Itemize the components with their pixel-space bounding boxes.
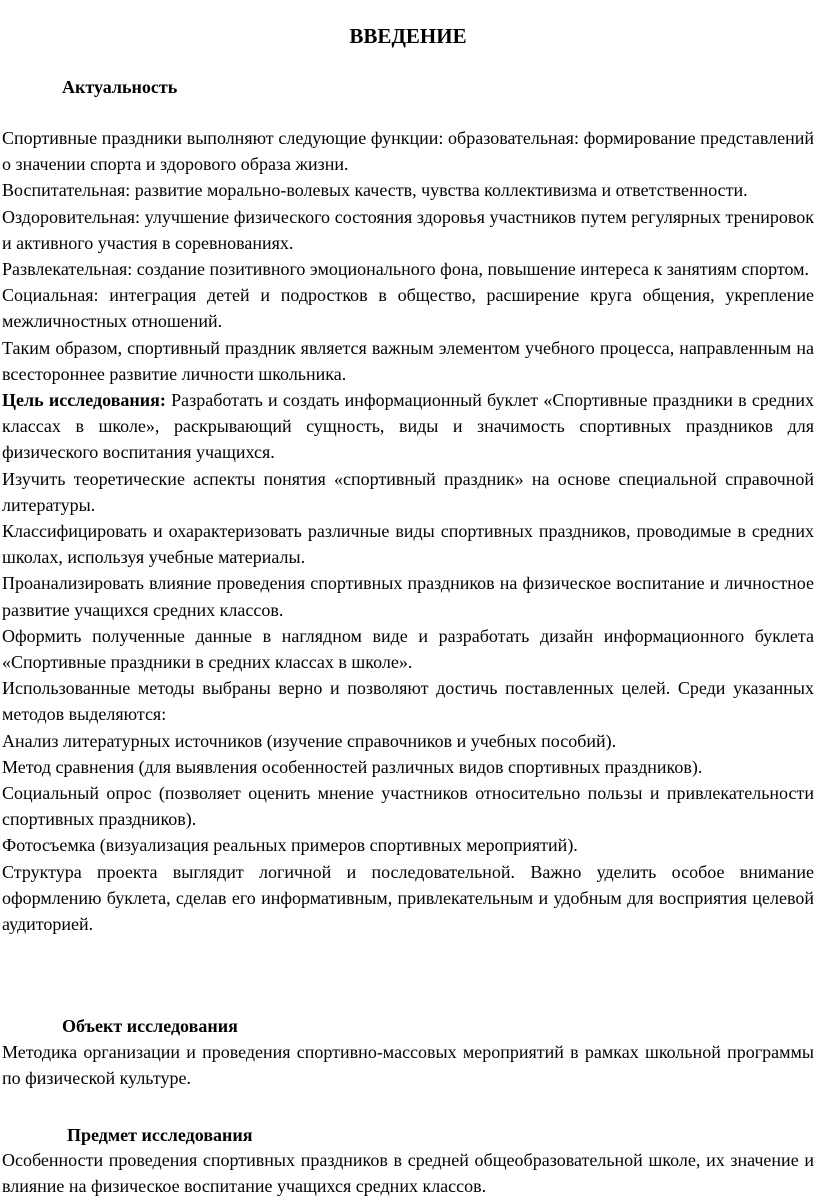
paragraph: Социальная: интеграция детей и подростков в общество, расширение круга общения, укрепление межличностных отношений. (2, 285, 814, 332)
paragraph: Структура проекта выглядит логичной и последовательной. Важно уделить особое внимание оформлению буклета, сделав его информативным, привлекательным и удобным для восприятия целевой аудиторией. (2, 861, 814, 935)
heading-relevance: Актуальность (62, 77, 178, 97)
paragraph: Воспитательная: развитие морально-волевых качеств, чувства коллективизма и ответственности. (2, 180, 748, 201)
page-title: ВВЕДЕНИЕ (349, 24, 467, 48)
paragraph: Фотосъемка (визуализация реальных примеров спортивных мероприятий). (2, 835, 578, 856)
paragraph: Социальный опрос (позволяет оценить мнение участников относительно пользы и привлекательности спортивных праздников). (2, 783, 814, 830)
paragraph: Анализ литературных источников (изучение справочников и учебных пособий). (2, 730, 617, 751)
paragraph: Развлекательная: создание позитивного эмоционального фона, повышение интереса к занятиям спортом. (2, 259, 810, 280)
paragraph: Проанализировать влияние проведения спортивных праздников на физическое воспитание и личностное развитие учащихся средних классов. (2, 573, 814, 620)
paragraph: Оздоровительная: улучшение физического состояния здоровья участников путем регулярных тренировок и активного участия в соревнованиях. (2, 206, 814, 253)
object-text-block (2, 1039, 814, 1091)
paragraph: Особенности проведения спортивных праздников в средней общеобразовательной школе, их значение и влияние на физическое воспитание учащихся средних классов. (2, 1150, 814, 1197)
paragraph: Использованные методы выбраны верно и позволяют достичь поставленных целей. Среди указанных методов выделяются: (2, 678, 814, 725)
relevance-text-block (2, 125, 814, 937)
goal-paragraph (2, 387, 814, 466)
heading-subject: Предмет исследования (67, 1125, 253, 1145)
paragraph: Классифицировать и охарактеризовать различные виды спортивных праздников, проводимые в средних школах, используя учебные материалы. (2, 521, 814, 568)
goal-label: Цель исследования: (2, 390, 166, 411)
paragraph: Спортивные праздники выполняют следующие функции: образовательная: формирование представлений о значении спорта и здорового образа жизни. (2, 128, 814, 175)
subject-text-block (2, 1147, 814, 1199)
paragraph: Метод сравнения (для выявления особенностей различных видов спортивных праздников). (2, 756, 703, 777)
heading-object: Объект исследования (62, 1016, 238, 1036)
paragraph: Таким образом, спортивный праздник является важным элементом учебного процесса, направленным на всестороннее развитие личности школьника. (2, 337, 814, 384)
goal-text: Разработать и создать информационный буклет «Спортивные праздники в средних классах в школе», раскрывающий сущность, виды и значимость спортивных праздников для физического воспитания учащихся. (2, 390, 814, 463)
paragraph: Изучить теоретические аспекты понятия «спортивный праздник» на основе специальной справочной литературы. (2, 468, 814, 515)
paragraph: Методика организации и проведения спортивно-массовых мероприятий в рамках школьной программы по физической культуре. (2, 1042, 814, 1089)
paragraph: Оформить полученные данные в наглядном виде и разработать дизайн информационного буклета «Спортивные праздники в средних классах в школе». (2, 625, 814, 673)
